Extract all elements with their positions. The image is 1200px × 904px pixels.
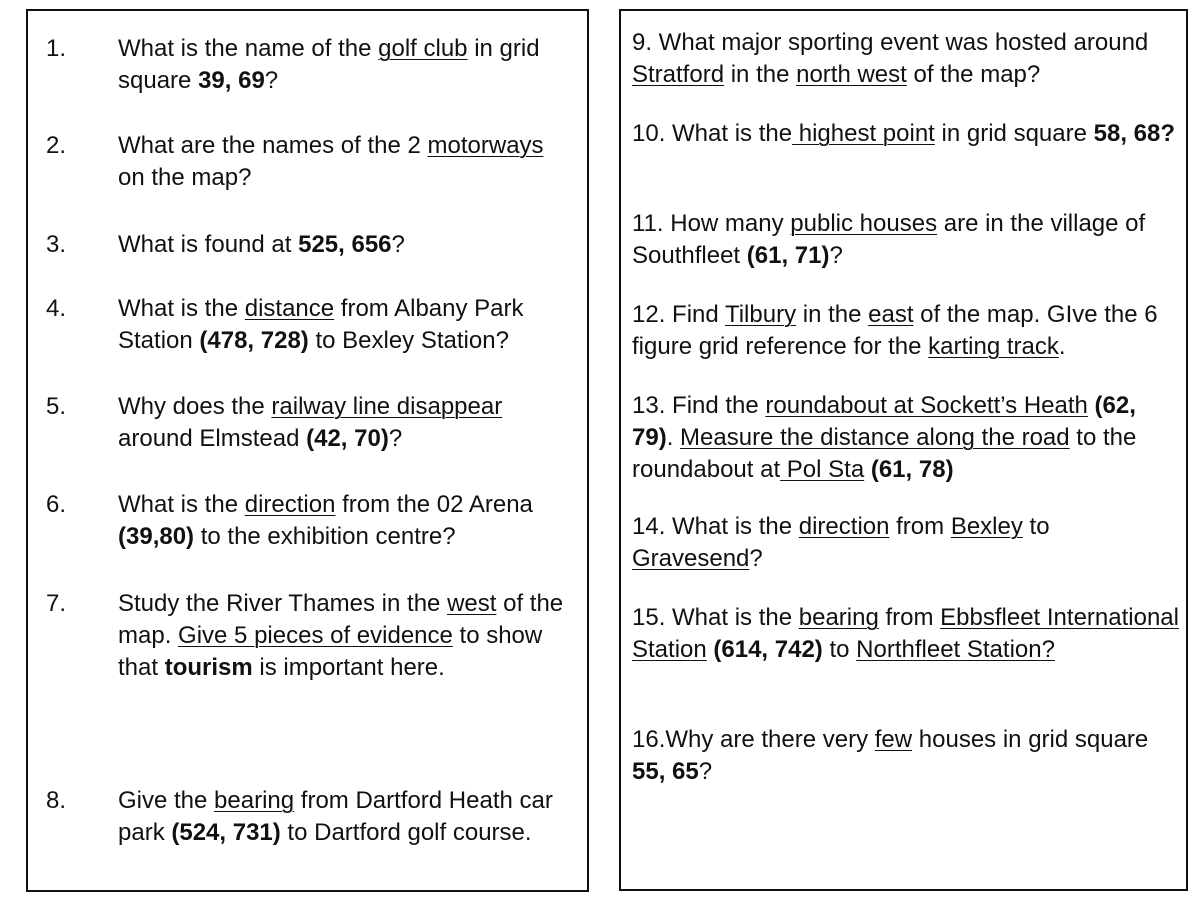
- text-run: to show that: [118, 622, 543, 681]
- text-run: to: [1022, 513, 1050, 540]
- question-9: [632, 27, 1180, 91]
- underlined-run: golf club: [378, 35, 468, 62]
- question-5: [46, 391, 576, 455]
- question-number: 5.: [46, 393, 67, 420]
- text-run: from: [889, 513, 951, 540]
- text-run: ?: [388, 425, 403, 452]
- underlined-run: Tilbury: [724, 301, 797, 328]
- text-run: of the map?: [906, 61, 1041, 88]
- question-3: [46, 229, 576, 261]
- text-run: in grid square: [934, 120, 1094, 147]
- question-6: [46, 489, 576, 553]
- underlined-run: karting track: [928, 333, 1059, 360]
- underlined-run: Bexley: [950, 513, 1023, 540]
- underlined-run: motorways: [427, 132, 544, 159]
- text-run: What is found at: [118, 231, 299, 258]
- question-text: [118, 489, 576, 553]
- question-number: 7.: [46, 590, 67, 617]
- bold-run: (524, 731): [171, 819, 281, 846]
- text-run: ?: [264, 67, 279, 94]
- text-run: is important here.: [252, 654, 445, 681]
- underlined-run: public houses: [790, 210, 938, 237]
- text-run: of the map.: [118, 590, 564, 649]
- underlined-run: north west: [796, 61, 907, 88]
- text-run: from: [878, 604, 941, 631]
- bold-run: 55, 65: [632, 758, 699, 785]
- underlined-run: few: [874, 726, 913, 753]
- underlined-run: distance: [244, 295, 335, 322]
- question-text: [118, 785, 576, 849]
- question-text: [118, 391, 576, 455]
- bold-run: (42, 70): [306, 425, 389, 452]
- question-10: [632, 118, 1180, 150]
- question-number: 6.: [46, 491, 67, 518]
- text-run: in the: [796, 301, 869, 328]
- underlined-run: Gravesend: [632, 545, 750, 572]
- question-1: [46, 33, 576, 97]
- text-run: on the map?: [118, 164, 252, 191]
- text-run: to: [822, 636, 857, 663]
- underlined-run: roundabout at Sockett’s Heath: [765, 392, 1088, 419]
- bold-run: (61, 78): [870, 456, 954, 483]
- question-15: [632, 602, 1180, 666]
- question-number: 2.: [46, 132, 67, 159]
- text-run: houses in grid square: [912, 726, 1149, 753]
- question-text: [118, 293, 576, 357]
- question-4: [46, 293, 576, 357]
- text-run: ?: [829, 242, 843, 269]
- text-run: to Dartford golf course.: [280, 819, 532, 846]
- text-run: What is the: [118, 295, 245, 322]
- underlined-run: bearing: [214, 787, 295, 814]
- underlined-run: direction: [244, 491, 336, 518]
- question-13: [632, 390, 1180, 486]
- text-run: ?: [698, 758, 713, 785]
- bold-run: (614, 742): [713, 636, 823, 663]
- bold-run: 58, 68?: [1093, 120, 1176, 147]
- question-number: 4.: [46, 295, 67, 322]
- underlined-run: Northfleet Station?: [856, 636, 1055, 663]
- question-number: 8.: [46, 787, 67, 814]
- question-7: [46, 588, 576, 684]
- text-run: 14. What is the: [632, 513, 799, 540]
- question-8: [46, 785, 576, 849]
- text-run: from Albany Park Station: [118, 295, 524, 354]
- underlined-run: Pol Sta: [780, 456, 865, 483]
- question-11: [632, 208, 1180, 272]
- text-run: [864, 456, 871, 483]
- text-run: to the exhibition centre?: [194, 523, 456, 550]
- bold-run: (62, 79): [632, 392, 1136, 451]
- text-run: of the map. GIve the 6 figure grid reference for the: [632, 301, 1158, 360]
- text-run: What is the name of the: [118, 35, 379, 62]
- question-number: 1.: [46, 35, 67, 62]
- text-run: 15. What is the: [632, 604, 799, 631]
- text-run: 16.Why are there very: [632, 726, 875, 753]
- text-run: .: [1058, 333, 1066, 360]
- underlined-run: Measure the distance along the road: [680, 424, 1070, 451]
- text-run: Why does the: [118, 393, 272, 420]
- question-text: [118, 130, 576, 194]
- text-run: 12. Find: [632, 301, 725, 328]
- text-run: ?: [749, 545, 763, 572]
- text-run: 13. Find the: [632, 392, 766, 419]
- question-14: [632, 511, 1180, 575]
- left-question-box: [26, 9, 589, 892]
- right-question-box: [619, 9, 1188, 891]
- bold-run: (478, 728): [199, 327, 309, 354]
- underlined-run: direction: [798, 513, 890, 540]
- text-run: in the: [724, 61, 797, 88]
- text-run: 11. How many: [632, 210, 791, 237]
- text-run: to the roundabout at: [632, 424, 1137, 483]
- text-run: ?: [391, 231, 405, 258]
- text-run: in grid square: [118, 35, 540, 94]
- text-run: 9. What major sporting event was hosted around: [632, 29, 1149, 56]
- bold-run: tourism: [164, 654, 253, 681]
- text-run: Give the: [118, 787, 215, 814]
- underlined-run: Ebbsfleet International Station: [632, 604, 1179, 663]
- bold-run: (61, 71): [746, 242, 830, 269]
- underlined-run: railway line disappear: [271, 393, 503, 420]
- question-text: [118, 33, 576, 97]
- text-run: are in the village of Southfleet: [632, 210, 1146, 269]
- question-2: [46, 130, 576, 194]
- bold-run: 525, 656: [298, 231, 392, 258]
- text-run: 10. What is the: [632, 120, 793, 147]
- question-number: 3.: [46, 231, 67, 258]
- underlined-run: west: [447, 590, 497, 617]
- text-run: from the 02 Arena: [335, 491, 533, 518]
- bold-run: (39,80): [118, 523, 195, 550]
- text-run: from Dartford Heath car park: [118, 787, 553, 846]
- underlined-run: bearing: [798, 604, 879, 631]
- question-16: [632, 724, 1180, 788]
- underlined-run: highest point: [792, 120, 935, 147]
- text-run: .: [666, 424, 681, 451]
- question-text: [118, 588, 576, 684]
- underlined-run: Stratford: [632, 61, 725, 88]
- bold-run: 39, 69: [198, 67, 265, 94]
- text-run: to Bexley Station?: [308, 327, 509, 354]
- text-run: What is the: [118, 491, 245, 518]
- underlined-run: Give 5 pieces of evidence: [178, 622, 453, 649]
- underlined-run: east: [868, 301, 914, 328]
- question-text: [118, 229, 576, 261]
- question-12: [632, 299, 1180, 363]
- text-run: What are the names of the 2: [118, 132, 428, 159]
- text-run: Study the River Thames in the: [118, 590, 448, 617]
- text-run: around Elmstead: [118, 425, 307, 452]
